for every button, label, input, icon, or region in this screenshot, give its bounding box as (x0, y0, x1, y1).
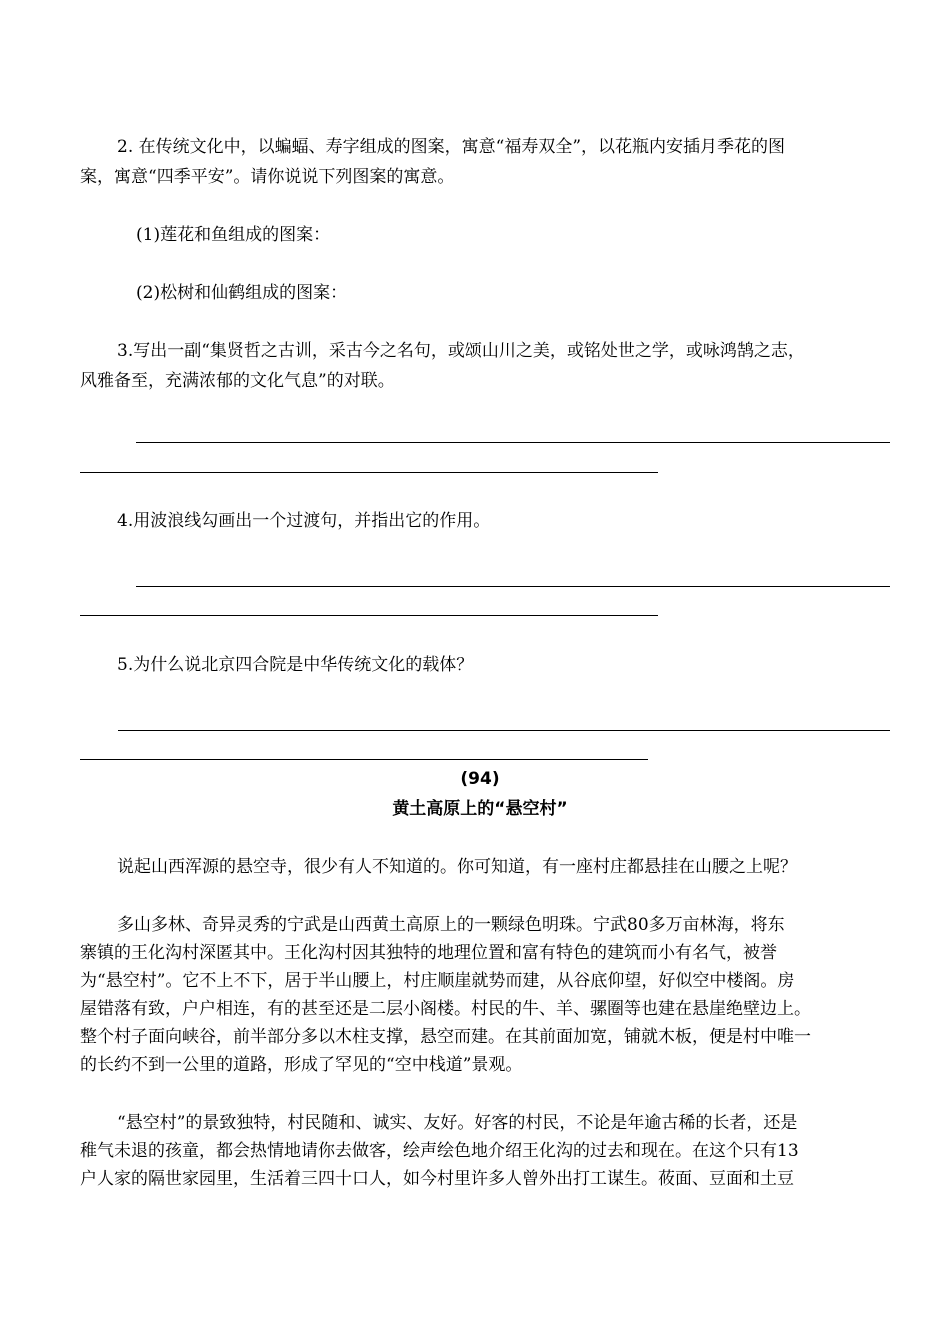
answer-line[interactable] (80, 615, 658, 616)
passage-p3-line-3: 户人家的隔世家园里，生活着三四十口人，如今村里许多人曾外出打工谋生。莜面、豆面和土豆 (80, 1169, 794, 1189)
passage-p3-line-2: 稚气未退的孩童，都会热情地请你去做客，绘声绘色地介绍王化沟的过去和现在。在这个只有13 (80, 1141, 799, 1161)
passage-paragraph-1: 说起山西浑源的悬空寺，很少有人不知道的。你可知道，有一座村庄都悬挂在山腰之上呢？ (117, 857, 797, 877)
q3-line-1: 3.写出一副“集贤哲之古训，采古今之名句，或颂山川之美，或铭处世之学，或咏鸿鹄之志， (117, 341, 805, 361)
passage-p2-line-6: 的长约不到一公里的道路，形成了罕见的“空中栈道”景观。 (80, 1055, 523, 1075)
answer-line[interactable] (80, 472, 658, 473)
passage-p2-line-4: 屋错落有致，户户相连，有的甚至还是二层小阁楼。村民的牛、羊、骡圈等也建在悬崖绝壁边上。 (80, 999, 811, 1019)
q2-line-1: 2. 在传统文化中，以蝙蝠、寿字组成的图案，寓意“福寿双全”，以花瓶内安插月季花的图 (117, 137, 786, 157)
passage-p2-line-1: 多山多林、奇异灵秀的宁武是山西黄土高原上的一颗绿色明珠。宁武80多万亩林海，将东 (117, 915, 785, 935)
passage-title: 黄土高原上的“悬空村” (392, 799, 568, 819)
q2-sub-question-2: (2)松树和仙鹤组成的图案： (136, 283, 348, 303)
passage-p2-line-3: 为“悬空村”。它不上不下，居于半山腰上，村庄顺崖就势而建，从谷底仰望，好似空中楼阁。房 (80, 971, 795, 991)
passage-p3-line-1: “悬空村”的景致独特，村民随和、诚实、友好。好客的村民，不论是年逾古稀的长者，还是 (117, 1113, 798, 1133)
q2-line-2: 案，寓意“四季平安”。请你说说下列图案的寓意。 (80, 167, 455, 187)
q4-line-1: 4.用波浪线勾画出一个过渡句，并指出它的作用。 (117, 511, 491, 531)
passage-p2-line-5: 整个村子面向峡谷，前半部分多以木柱支撑，悬空而建。在其前面加宽，铺就木板，便是村中唯一 (80, 1027, 811, 1047)
section-number: (94) (460, 769, 500, 789)
q3-line-2: 风雅备至，充满浓郁的文化气息”的对联。 (80, 371, 395, 391)
answer-line[interactable] (118, 730, 890, 731)
passage-p2-line-2: 寨镇的王化沟村深匿其中。王化沟村因其独特的地理位置和富有特色的建筑而小有名气，被誉 (80, 943, 777, 963)
answer-line[interactable] (136, 586, 890, 587)
answer-line[interactable] (80, 759, 648, 760)
q5-line-1: 5.为什么说北京四合院是中华传统文化的载体？ (117, 655, 474, 675)
answer-line[interactable] (136, 442, 890, 443)
q2-sub-question-1: (1)莲花和鱼组成的图案： (136, 225, 331, 245)
